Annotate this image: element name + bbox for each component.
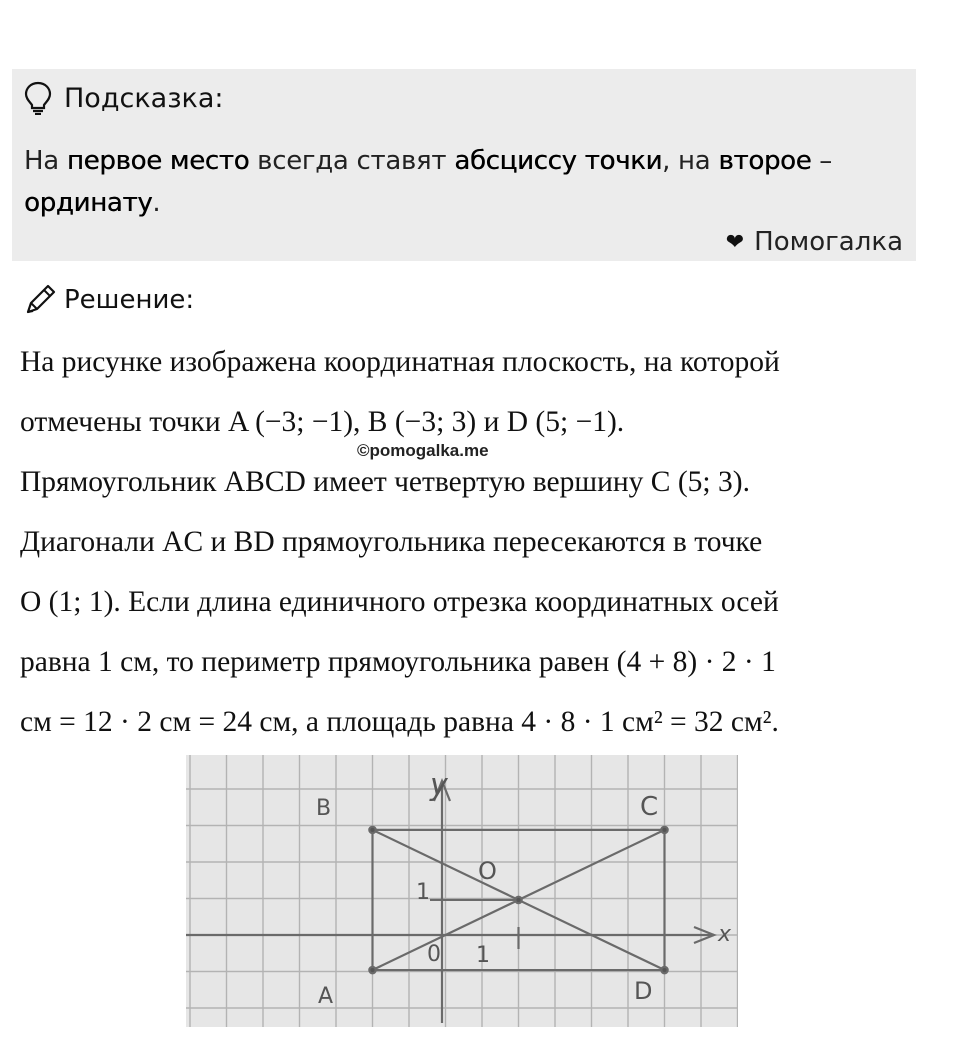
point-b: [369, 827, 375, 833]
point-label-d: D: [634, 977, 653, 1005]
solution-line: O (1; 1). Если длина единичного отрезка координатных осей: [20, 586, 779, 618]
solution-text: [20, 332, 930, 752]
brand-name: Помогалка: [754, 227, 903, 257]
hint-text-bold: первое место: [66, 146, 250, 176]
solution-title: [22, 282, 194, 318]
point-a: [369, 967, 375, 973]
unit-x-label: 1: [476, 943, 490, 968]
lightbulb-icon: [24, 81, 52, 115]
solution-line: Диагонали AC и BD прямоугольника пересекаются в точке: [20, 526, 763, 558]
solution-title-text: Решение:: [64, 285, 195, 315]
solution-line: Прямоугольник ABCD имеет четвертую вершину C (5; 3).: [20, 466, 750, 498]
hint-text: [24, 140, 884, 224]
point-d: [661, 967, 667, 973]
hint-text-part: .: [152, 188, 161, 218]
y-axis-label: y: [430, 768, 448, 803]
hint-text-bold: ординату: [24, 188, 153, 218]
pencil-icon: [22, 282, 58, 318]
solution-line: отмечены точки A (−3; −1), B (−3; 3) и D (5; −1).: [20, 406, 625, 438]
brand: [726, 224, 903, 260]
hint-text-bold: абсциссу точки: [454, 146, 663, 176]
point-o: [515, 897, 521, 903]
point-label-b: B: [316, 796, 332, 821]
hint-title-text: Подсказка:: [64, 82, 224, 114]
hint-title: [24, 80, 224, 116]
solution-line: На рисунке изображена координатная плоскость, на которой: [20, 346, 780, 378]
heart-icon: ❤: [725, 229, 745, 255]
hint-text-part: , на: [662, 146, 719, 176]
origin-label: 0: [427, 942, 441, 967]
point-label-a: A: [318, 984, 334, 1009]
point-label-c: C: [640, 792, 659, 822]
coordinate-figure: [186, 755, 738, 1027]
hint-text-bold: второе: [718, 146, 812, 176]
unit-y-label: 1: [416, 880, 430, 905]
x-axis-label: x: [718, 922, 732, 947]
point-c: [661, 827, 667, 833]
point-label-o: O: [478, 857, 497, 885]
hint-text-part: –: [811, 146, 832, 176]
hint-text-part: На: [24, 146, 67, 176]
solution-line: см = 12 · 2 см = 24 см, а площадь равна 4 · 8 · 1 см² = 32 см².: [20, 706, 779, 738]
solution-line: равна 1 см, то периметр прямоугольника равен (4 + 8) · 2 · 1: [20, 646, 776, 678]
hint-text-part: всегда ставят: [249, 146, 455, 176]
watermark: ©pomogalka.me: [357, 441, 489, 460]
